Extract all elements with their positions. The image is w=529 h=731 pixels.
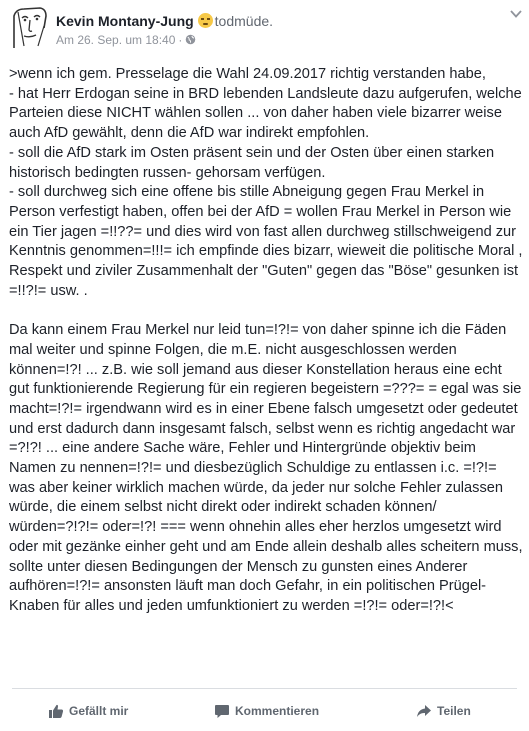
avatar[interactable] (10, 6, 50, 50)
post-timestamp[interactable]: Am 26. Sep. um 18:40 (56, 33, 176, 47)
post-header (0, 0, 529, 58)
like-button[interactable] (48, 696, 128, 726)
post-paragraph-1: >wenn ich gem. Presselage die Wahl 24.09.2017 richtig verstanden habe, - hat Herr Erdogan seine in BRD lebenden Landsleute dazu aufgerufen, welche Parteien diese NICHT wählen sollen ... von daher haben viele bizarrer weise auch AfD gewählt, denn die AfD war indirekt empfohlen. - soll die AfD stark im Osten präsent sein und der Osten über einen starken historisch bedingten russen- gehorsam verfügen. - soll durchweg sich eine offene bis stille Abneigung gegen Frau Merkel in Person verfestigt haben, offen bei der AfD = wollen Frau Merkel in Person wie ein Tier jagen =!!??= und dies wird von fast allen durchweg stillschweigend zur Kenntnis genommen=!!!= ich empfinde dies bizarr, wieweit die politische Moral , Respekt und ziviler Zusammenhalt der "Guten" gegen das "Böse" gesunken ist =!!?!= usw. . (9, 66, 523, 299)
author-line (56, 12, 273, 30)
action-divider (12, 688, 517, 689)
post-text (9, 65, 523, 617)
globe-icon[interactable] (185, 34, 196, 45)
meta-separator: · (178, 33, 183, 47)
post-meta (56, 33, 196, 48)
comment-button[interactable] (214, 696, 319, 726)
feeling-text: todmüde. (214, 13, 274, 29)
post-actions (0, 696, 529, 726)
chevron-down-icon[interactable] (508, 8, 524, 20)
sleepy-face-icon (198, 13, 213, 28)
thumbs-up-icon (48, 703, 64, 719)
comment-icon (214, 703, 230, 719)
paragraph-gap (9, 301, 523, 321)
post-paragraph-2: Da kann einem Frau Merkel nur leid tun=!?!= von daher spinne ich die Fäden mal weiter und spinne Folgen, die m.E. nicht ausgeschlossen werden können=!?! ... z.B. wie soll jemand aus dieser Konstellation heraus eine echt gut funktionierende Regierung für ein regieren begeistern =???= = egal was sie macht=!?!= irgendwann wird es in einer Ebene falsch umgesetzt oder gedeutet und erst dadurch dann insgesamt falsch, selbst wenn es richtig angedacht war =?!?! ... eine andere Sache wäre, Fehler und Hintergründe objektiv beim Namen zu nennen=!?!= und diesbezüglich Schuldige zu entlassen i.c. =!?!= was aber keiner wirklich machen würde, da jeder nur solche Fehler zulassen würde, die einem selbst nicht direkt oder indirekt schaden können/ würden=?!?!= oder=!?! === wenn ohnehin alles eher herzlos umgesetzt wird oder mit gezänke einher geht und am Ende allein deshalb alles scheitern muss, sollte unter diesen Bedingungen der Mensch zu gunsten eines Anderer aufhören=!?!= ansonsten läuft man doch Gefahr, in ein politischen Prügel-Knaben für alles und jeden umfunktioniert zu werden =!?!= oder=!?!< (9, 322, 523, 614)
avatar-sketch-face (10, 6, 50, 50)
like-label: Gefällt mir (69, 704, 129, 718)
share-label: Teilen (437, 704, 471, 718)
share-arrow-icon (416, 703, 432, 719)
share-button[interactable] (416, 696, 471, 726)
author-name[interactable]: Kevin Montany-Jung (56, 13, 194, 29)
comment-label: Kommentieren (235, 704, 320, 718)
